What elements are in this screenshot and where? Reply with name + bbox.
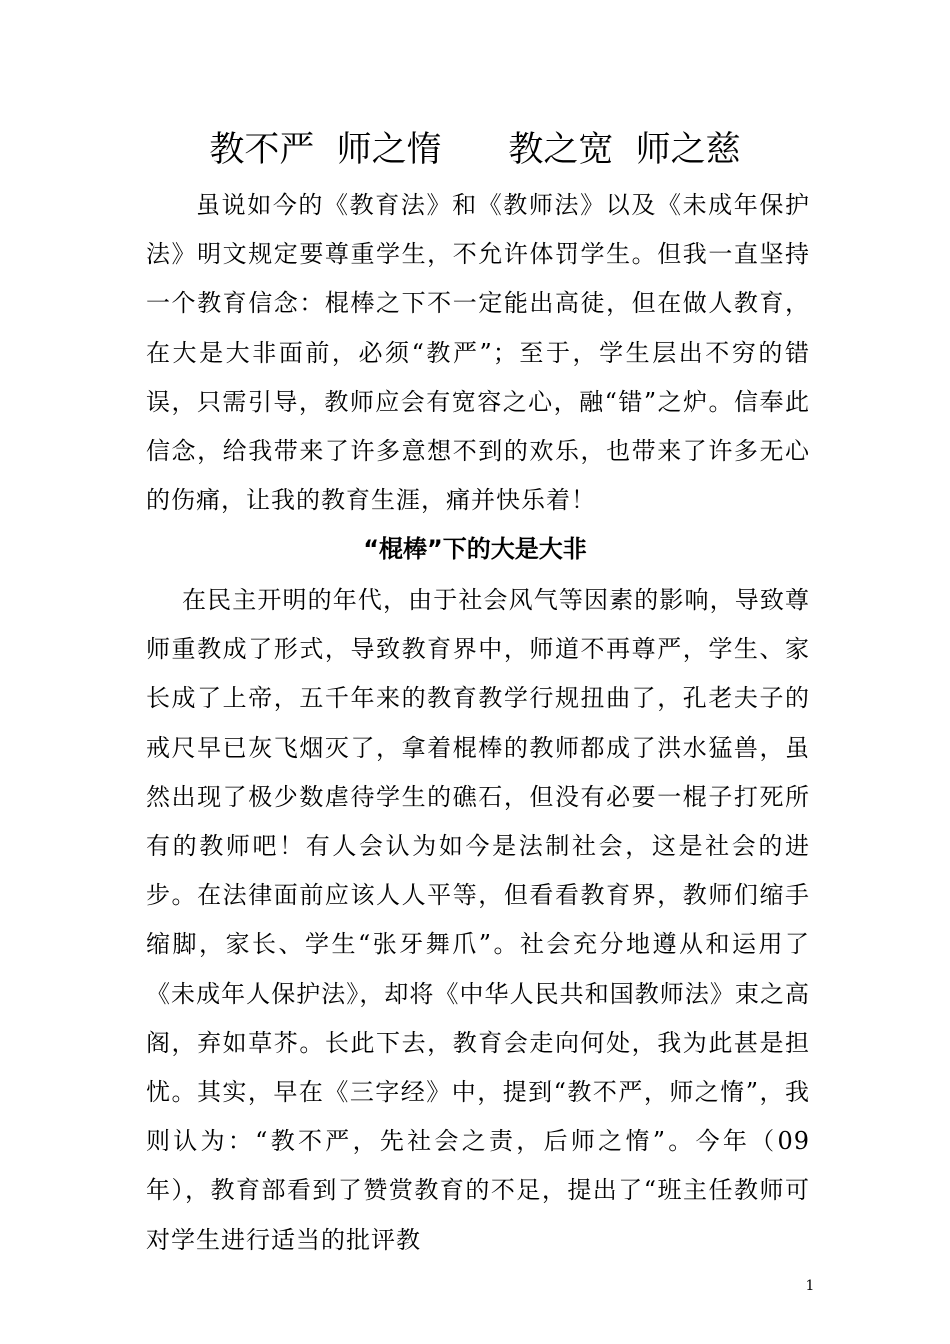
paragraph-section-1: 在民主开明的年代，由于社会风气等因素的影响，导致尊师重教成了形式，导致教育界中，师道不再尊严，学生、家长成了上帝，五千年来的教育教学行规扭曲了，孔老夫子的戒尺早已灰飞烟灭了，拿着棍棒的教师都成了洪水猛兽，虽然出现了极少数虐待学生的礁石，但没有必要一棍子打死所有的教师吧！有人会认为如今是法制社会，这是社会的进步。在法律面前应该人人平等，但看看教育界，教师们缩手缩脚，家长、学生“张牙舞爪”。社会充分地遵从和运用了《未成年人保护法》，却将《中华人民共和国教师法》束之高阁，弃如草芥。长此下去，教育会走向何处，我为此甚是担忧。其实，早在《三字经》中，提到“教不严，师之惰”，我则认为：“教不严，先社会之责，后师之惰”。今年（09年），教育部看到了赞赏教育的不足，提出了“班主任教师可对学生进行适当的批评教 <box>146 586 810 1254</box>
document-title: 教不严 师之惰 教之宽 师之慈 <box>209 130 741 170</box>
paragraph-intro: 虽说如今的《教育法》和《教师法》以及《未成年保护法》明文规定要尊重学生，不允许体罚学生。但我一直坚持一个教育信念：棍棒之下不一定能出高徒，但在做人教育，在大是大非面前，必须“教严”；至于，学生层出不穷的错误，只需引导，教师应会有宽容之心，融“错”之炉。信奉此信念，给我带来了许多意想不到的欢乐，也带来了许多无心的伤痛，让我的教育生涯，痛并快乐着！ <box>146 191 810 515</box>
page-number: 1 <box>805 1278 815 1294</box>
section-heading: “棍棒”下的大是大非 <box>363 535 587 563</box>
